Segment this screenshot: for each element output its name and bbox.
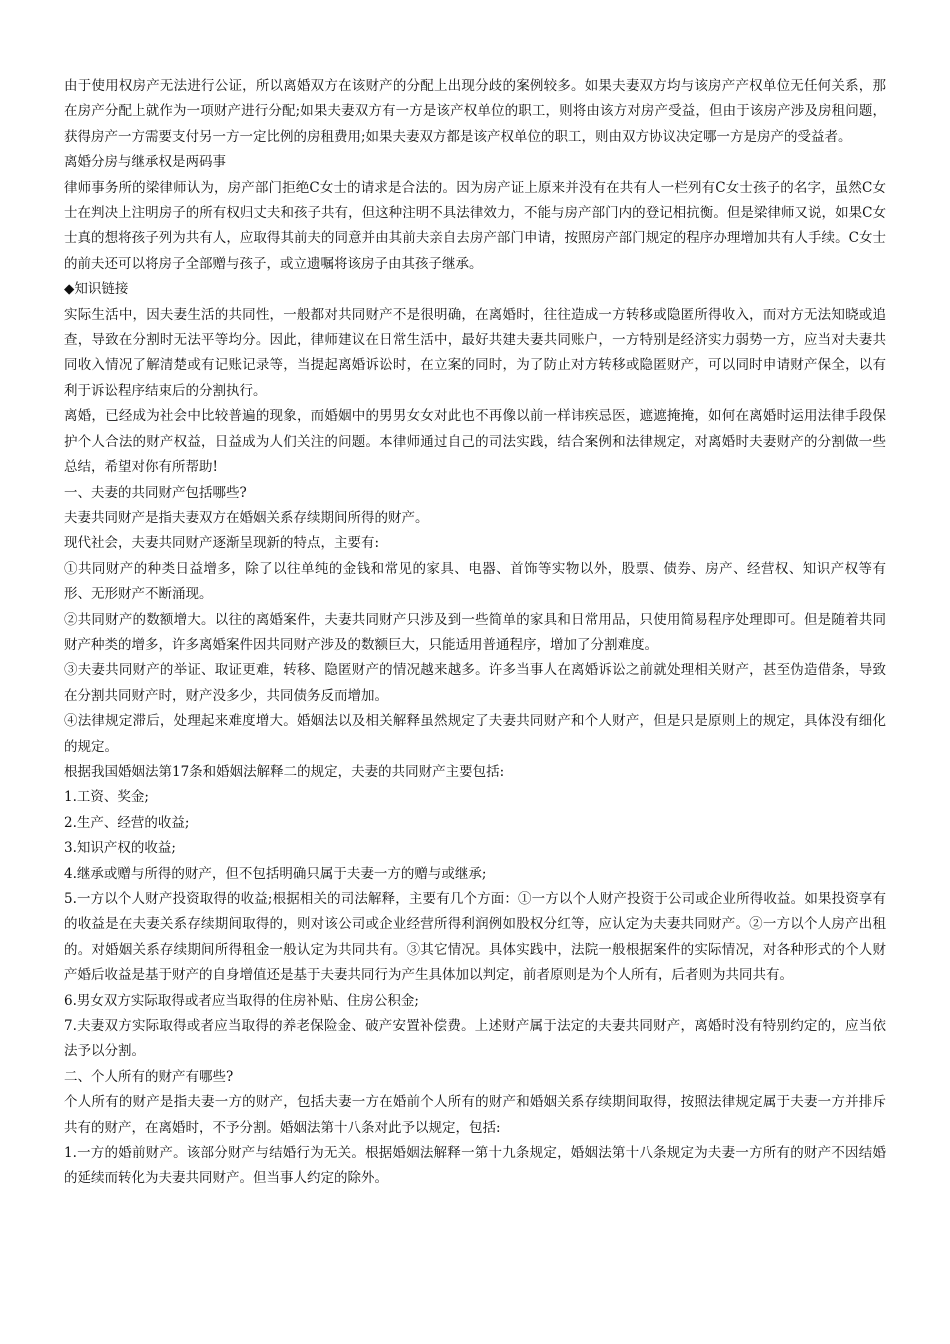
paragraph: 现代社会，夫妻共同财产逐渐呈现新的特点，主要有: [64,535,380,552]
list-item: 5.一方以个人财产投资取得的收益;根据相关的司法解释，主要有几个方面：①一方以个人财产投资于公司或企业所得收益。如果投资享有的收益是在夫妻关系存续期间取得的，则对该公司或企业经营所得利润例如股权分红等，应认定为夫妻共同财产。②一方以个人房产出租的。对婚姻关系存续期间所得租金一般认定为共同共有。③其它情况。具体实践中，法院一般根据案件的实际情况，对各种形式的个人财产婚后收益是基于财产的自身增值还是基于夫妻共同行为产生具体加以判定，前者原则是为个人所有，后者则为共同共有。 [64,891,886,984]
section-heading: ◆知识链接 [64,281,129,298]
paragraph: 律师事务所的梁律师认为，房产部门拒绝C女士的请求是合法的。因为房产证上原来并没有在共有人一栏列有C女士孩子的名字，虽然C女士在判决上注明房子的所有权归丈夫和孩子共有，但这种注明不具法律效力，不能与房产部门内的登记相抗衡。但是梁律师又说，如果C女士真的想将孩子列为共有人，应取得其前夫的同意并由其前夫亲自去房产部门申请，按照房产部门规定的程序办理增加共有人手续。C女士的前夫还可以将房子全部赠与孩子，或立遗嘱将该房子由其孩子继承。 [64,179,886,272]
paragraph: 实际生活中，因夫妻生活的共同性，一般都对共同财产不是很明确，在离婚时，往往造成一方转移或隐匿所得收入，而对方无法知晓或追查，导致在分割时无法平等均分。因此，律师建议在日常生活中，最好共建夫妻共同账户，一方特别是经济实力弱势一方，应当对夫妻共同收入情况了解清楚或有记账记录等，当提起离婚诉讼时，在立案的同时，为了防止对方转移或隐匿财产，可以同时申请财产保全，以有利于诉讼程序结束后的分割执行。 [64,306,886,399]
list-item: 1.一方的婚前财产。该部分财产与结婚行为无关。根据婚姻法解释一第十九条规定，婚姻法第十八条规定为夫妻一方所有的财产不因结婚的延续而转化为夫妻共同财产。但当事人约定的除外。 [64,1145,886,1187]
list-item: ③夫妻共同财产的举证、取证更难，转移、隐匿财产的情况越来越多。许多当事人在离婚诉讼之前就处理相关财产，甚至伪造借条，导致在分割共同财产时，财产没多少，共同债务反而增加。 [64,662,886,704]
list-item: 7.夫妻双方实际取得或者应当取得的养老保险金、破产安置补偿费。上述财产属于法定的夫妻共同财产，离婚时没有特别约定的，应当依法予以分割。 [64,1018,886,1060]
paragraph: 由于使用权房产无法进行公证，所以离婚双方在该财产的分配上出现分歧的案例较多。如果夫妻双方均与该房产产权单位无任何关系，那在房产分配上就作为一项财产进行分配;如果夫妻双方有一方是该产权单位的职工，则将由该方对房产受益，但由于该房产涉及房租问题，获得房产一方需要支付另一方一定比例的房租费用;如果夫妻双方都是该产权单位的职工，则由双方协议决定哪一方是房产的受益者。 [64,78,886,145]
list-item: 2.生产、经营的收益; [64,814,190,831]
paragraph: 离婚，已经成为社会中比较普遍的现象，而婚姻中的男男女女对此也不再像以前一样讳疾忌医，遮遮掩掩，如何在离婚时运用法律手段保护个人合法的财产权益，日益成为人们关注的问题。本律师通过自己的司法实践，结合案例和法律规定，对离婚时夫妻财产的分割做一些总结，希望对你有所帮助! [64,408,886,476]
list-item: ④法律规定滞后，处理起来难度增大。婚姻法以及相关解释虽然规定了夫妻共同财产和个人财产，但是只是原则上的规定，具体没有细化的规定。 [64,713,886,755]
list-item: 4.继承或赠与所得的财产，但不包括明确只属于夫妻一方的赠与或继承; [64,865,487,882]
list-item: 6.男女双方实际取得或者应当取得的住房补贴、住房公积金; [64,992,419,1009]
paragraph: 个人所有的财产是指夫妻一方的财产，包括夫妻一方在婚前个人所有的财产和婚姻关系存续期间取得，按照法律规定属于夫妻一方并排斥共有的财产，在离婚时，不予分割。婚姻法第十八条对此予以规定，包括: [64,1094,886,1136]
list-item: ①共同财产的种类日益增多，除了以往单纯的金钱和常见的家具、电器、首饰等实物以外，股票、债券、房产、经营权、知识产权等有形、无形财产不断涌现。 [64,560,886,603]
section-heading: 一、夫妻的共同财产包括哪些? [64,484,247,501]
section-heading: 二、个人所有的财产有哪些? [64,1068,234,1085]
list-item: 3.知识产权的收益; [64,840,176,857]
list-item: 1.工资、奖金; [64,789,149,806]
paragraph: 夫妻共同财产是指夫妻双方在婚姻关系存续期间所得的财产。 [64,509,429,526]
list-item: ②共同财产的数额增大。以往的离婚案件，夫妻共同财产只涉及到一些简单的家具和日常用品，只使用简易程序处理即可。但是随着共同财产种类的增多，许多离婚案件因共同财产涉及的数额巨大，只能适用普通程序，增加了分割难度。 [64,611,886,653]
section-heading: 离婚分房与继承权是两码事 [64,154,226,171]
paragraph: 根据我国婚姻法第17条和婚姻法解释二的规定，夫妻的共同财产主要包括: [64,763,505,780]
document-body [64,74,886,1192]
